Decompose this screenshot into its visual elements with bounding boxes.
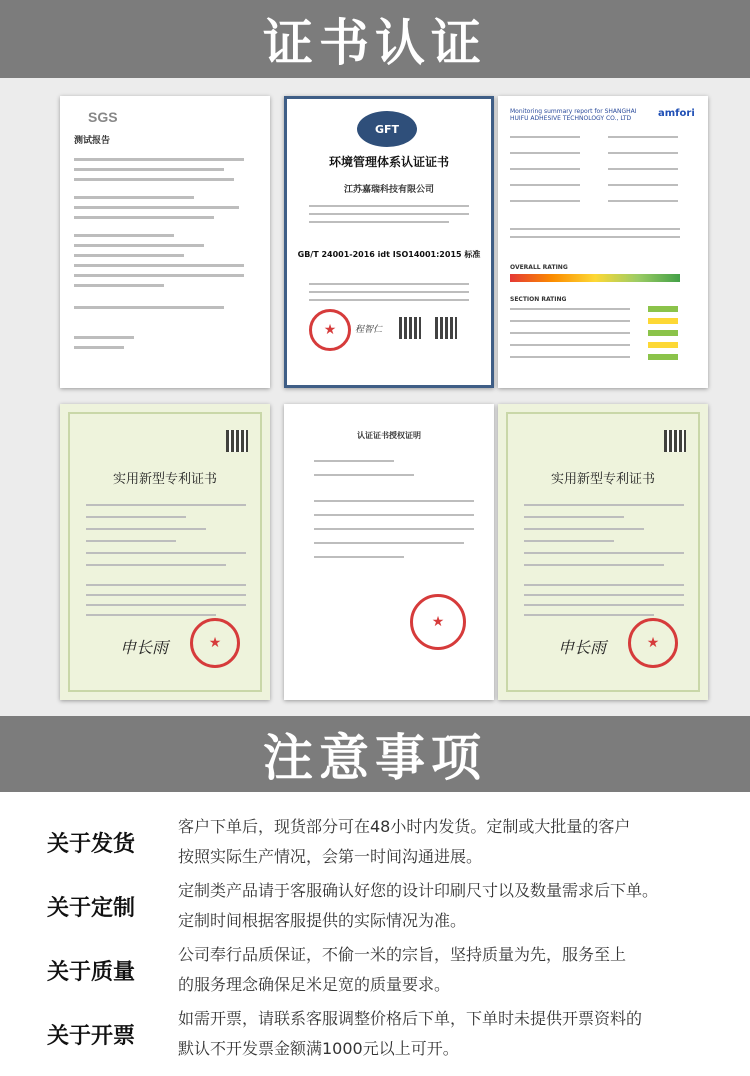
note-label: 关于发货: [47, 832, 136, 857]
env-cert-standard: GB/T 24001-2016 idt ISO14001:2015 标准: [297, 250, 481, 259]
note-line: 公司奉行品质保证，不偷一米的宗旨，坚持质量为先，服务至上: [178, 945, 627, 964]
sgs-report-heading: 测试报告: [74, 136, 111, 146]
notes-section: [0, 792, 750, 1076]
note-label: 关于定制: [47, 896, 136, 921]
certificates-banner-title: 证书认证: [263, 14, 487, 72]
qr-code-icon: [435, 317, 457, 339]
environmental-management-certificate: [284, 96, 494, 388]
env-cert-seal: ★: [309, 309, 351, 351]
qr-code-icon: [664, 430, 686, 452]
note-label: 关于质量: [47, 960, 136, 985]
env-cert-heading: 环境管理体系认证证书: [328, 155, 449, 169]
note-line: 按照实际生产情况，会第一时间沟通进展。: [178, 847, 483, 866]
amfori-overall-rating-label: OVERALL RATING: [510, 264, 568, 271]
notes-banner: [0, 716, 750, 792]
certificates-gallery: [0, 78, 750, 716]
env-cert-signature: 程智仁: [355, 325, 383, 335]
certificates-banner: [0, 0, 750, 78]
utility-patent-certificate-2: [498, 404, 708, 700]
patent2-seal: ★: [628, 618, 678, 668]
note-text: [178, 940, 738, 1000]
note-line: 如需开票，请联系客服调整价格后下单，下单时未提供开票资料的: [178, 1009, 643, 1028]
note-text: [178, 1004, 738, 1064]
sgs-logo: SGS: [88, 109, 118, 125]
note-line: 定制时间根据客服提供的实际情况为准。: [178, 911, 467, 930]
sgs-test-report: [60, 96, 270, 388]
notes-banner-title: 注意事项: [263, 729, 487, 787]
env-cert-company: 江苏嘉瑞科技有限公司: [343, 185, 434, 195]
amfori-report-title: Monitoring summary report for SHANGHAI HUIFU ADHESIVE TECHNOLOGY CO., LTD: [510, 108, 637, 122]
patent1-signature: 申长雨: [120, 638, 169, 657]
patent1-heading: 实用新型专利证书: [112, 472, 217, 487]
auth-heading: 认证证书授权证明: [357, 431, 421, 440]
note-text: [178, 876, 738, 936]
patent2-signature: 申长雨: [558, 638, 607, 657]
amfori-section-rating-label: SECTION RATING: [510, 296, 567, 303]
gft-logo: GFT: [357, 111, 417, 147]
amfori-monitoring-report: [498, 96, 708, 388]
auth-seal: ★: [410, 594, 466, 650]
note-line: 客户下单后，现货部分可在48小时内发货。定制或大批量的客户: [178, 817, 631, 836]
note-line: 默认不开发票金额满1000元以上可开。: [178, 1039, 459, 1058]
note-line: 定制类产品请于客服确认好您的设计印刷尺寸以及数量需求后下单。: [178, 881, 659, 900]
overall-rating-bar: [510, 274, 680, 282]
qr-code-icon: [226, 430, 248, 452]
note-line: 的服务理念确保足米足宽的质量要求。: [178, 975, 451, 994]
patent1-seal: ★: [190, 618, 240, 668]
authorization-certificate: [284, 404, 494, 700]
amfori-logo: amfori: [658, 108, 695, 119]
note-text: [178, 812, 738, 872]
patent2-heading: 实用新型专利证书: [550, 472, 655, 487]
note-label: 关于开票: [47, 1024, 136, 1049]
utility-patent-certificate-1: [60, 404, 270, 700]
qr-code-icon: [399, 317, 421, 339]
